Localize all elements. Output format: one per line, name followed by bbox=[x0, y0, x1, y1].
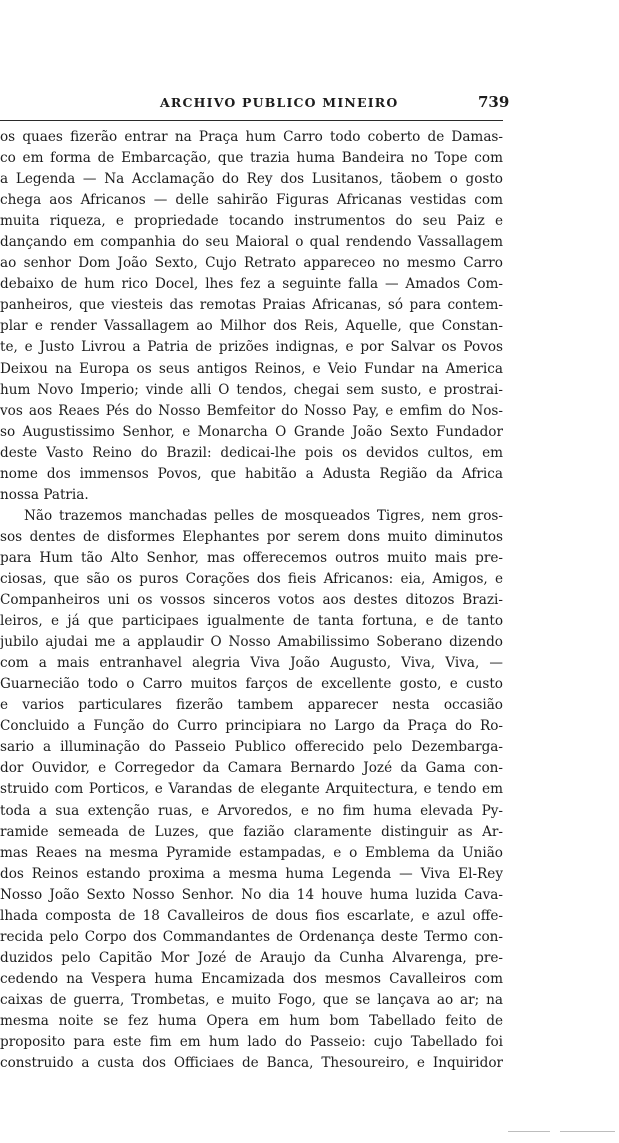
text-line: dor Ouvidor, e Corregedor da Camara Bernardo Jozé da Gama con- bbox=[0, 760, 503, 777]
text-line: debaixo de hum rico Docel, lhes fez a seguinte falla — Amados Com- bbox=[0, 276, 503, 293]
running-title: ARCHIVO PUBLICO MINEIRO bbox=[160, 95, 399, 110]
text-line: ramide semeada de Luzes, que fazião claramente distinguir as Ar- bbox=[0, 823, 503, 840]
text-line: mas Reaes na mesma Pyramide estampadas, e o Emblema da União bbox=[0, 844, 503, 861]
text-line: caixas de guerra, Trombetas, e muito Fogo, que se lançava ao ar; na bbox=[0, 991, 503, 1008]
text-line: plar e render Vassallagem ao Milhor dos Reis, Aquelle, que Constan- bbox=[0, 318, 503, 335]
footer-rule bbox=[560, 1131, 615, 1132]
text-line: proposito para este fim em hum lado do Passeio: cujo Tabellado foi bbox=[0, 1034, 503, 1051]
text-line: lhada composta de 18 Cavalleiros de dous fios escarlate, e azul offe- bbox=[0, 907, 503, 924]
text-line: Guarnecião todo o Carro muitos farços de excellente gosto, e custo bbox=[0, 676, 503, 693]
footer-rule bbox=[508, 1131, 550, 1132]
text-line: struido com Porticos, e Varandas de elegante Arquitectura, e tendo em bbox=[0, 781, 503, 798]
text-line: ciosas, que são os puros Corações dos fieis Africanos: eia, Amigos, e bbox=[0, 570, 503, 587]
text-line: Nosso João Sexto Nosso Senhor. No dia 14 houve huma luzida Cava- bbox=[0, 886, 503, 903]
text-line: construido a custa dos Officiaes de Banca, Thesoureiro, e Inquiridor bbox=[0, 1055, 503, 1072]
text-line: a Legenda — Na Acclamação do Rey dos Lusitanos, tãobem o gosto bbox=[0, 171, 503, 188]
paragraph-first-line: Não trazemos manchadas pelles de mosqueados Tigres, nem gros- bbox=[24, 507, 503, 524]
text-line: dançando em companhia do seu Maioral o qual rendendo Vassallagem bbox=[0, 234, 503, 251]
text-line: sario a illuminação do Passeio Publico offerecido pelo Dezembarga- bbox=[0, 739, 503, 756]
text-line: muita riqueza, e propriedade tocando instrumentos do seu Paiz e bbox=[0, 213, 503, 230]
page-number: 739 bbox=[478, 93, 510, 111]
text-line: para Hum tão Alto Senhor, mas offerecemos outros muito mais pre- bbox=[0, 549, 503, 566]
text-line: Concluido a Função do Curro principiara no Largo da Praça do Ro- bbox=[0, 718, 503, 735]
text-line: Deixou na Europa os seus antigos Reinos, e Veio Fundar na America bbox=[0, 360, 503, 377]
text-line: toda a sua extenção ruas, e Arvoredos, e no fim huma elevada Py- bbox=[0, 802, 503, 819]
text-line: te, e Justo Livrou a Patria de prizões indignas, e por Salvar os Povos bbox=[0, 339, 503, 356]
text-line: nome dos immensos Povos, que habitão a Adusta Região da Africa bbox=[0, 465, 503, 482]
text-line: os quaes fizerão entrar na Praça hum Carro todo coberto de Damas- bbox=[0, 129, 503, 145]
text-line: jubilo ajudai me a applaudir O Nosso Amabilissimo Soberano dizendo bbox=[0, 634, 503, 651]
text-line: recida pelo Corpo dos Commandantes de Ordenança deste Termo con- bbox=[0, 928, 503, 945]
text-line: Companheiros uni os vossos sinceros votos aos destes ditozos Brazi- bbox=[0, 592, 503, 609]
header-rule bbox=[0, 120, 503, 121]
body-text bbox=[0, 127, 503, 1074]
text-line: leiros, e já que participaes igualmente de tanta fortuna, e de tanto bbox=[0, 613, 503, 630]
text-line: duzidos pelo Capitão Mor Jozé de Araujo da Cunha Alvarenga, pre- bbox=[0, 949, 503, 966]
text-line: chega aos Africanos — delle sahirão Figuras Africanas vestidas com bbox=[0, 192, 503, 209]
text-line: panheiros, que viesteis das remotas Praias Africanas, só para contem- bbox=[0, 297, 503, 314]
text-line: ao senhor Dom João Sexto, Cujo Retrato appareceo no mesmo Carro bbox=[0, 255, 503, 272]
running-head bbox=[0, 92, 510, 116]
text-line: hum Novo Imperio; vinde alli O tendos, chegai sem susto, e prostrai- bbox=[0, 381, 503, 398]
text-line: sos dentes de disformes Elephantes por serem dons muito diminutos bbox=[0, 528, 503, 545]
text-line: cedendo na Vespera huma Encamizada dos mesmos Cavalleiros com bbox=[0, 970, 503, 987]
text-line: deste Vasto Reino do Brazil: dedicai-lhe pois os devidos cultos, em bbox=[0, 444, 503, 461]
text-line: vos aos Reaes Pés do Nosso Bemfeitor do Nosso Pay, e emfim do Nos- bbox=[0, 402, 503, 419]
text-line: dos Reinos estando proxima a mesma huma Legenda — Viva El-Rey bbox=[0, 865, 503, 882]
paragraph-last-line: nossa Patria. bbox=[0, 486, 89, 503]
text-line: e varios particulares fizerão tambem apparecer nesta occasião bbox=[0, 697, 503, 714]
text-line: so Augustissimo Senhor, e Monarcha O Grande João Sexto Fundador bbox=[0, 423, 503, 440]
text-line: co em forma de Embarcação, que trazia huma Bandeira no Tope com bbox=[0, 150, 503, 167]
text-line: mesma noite se fez huma Opera em hum bom Tabellado feito de bbox=[0, 1012, 503, 1029]
text-line: com a mais entranhavel alegria Viva João Augusto, Viva, Viva, — bbox=[0, 655, 503, 672]
